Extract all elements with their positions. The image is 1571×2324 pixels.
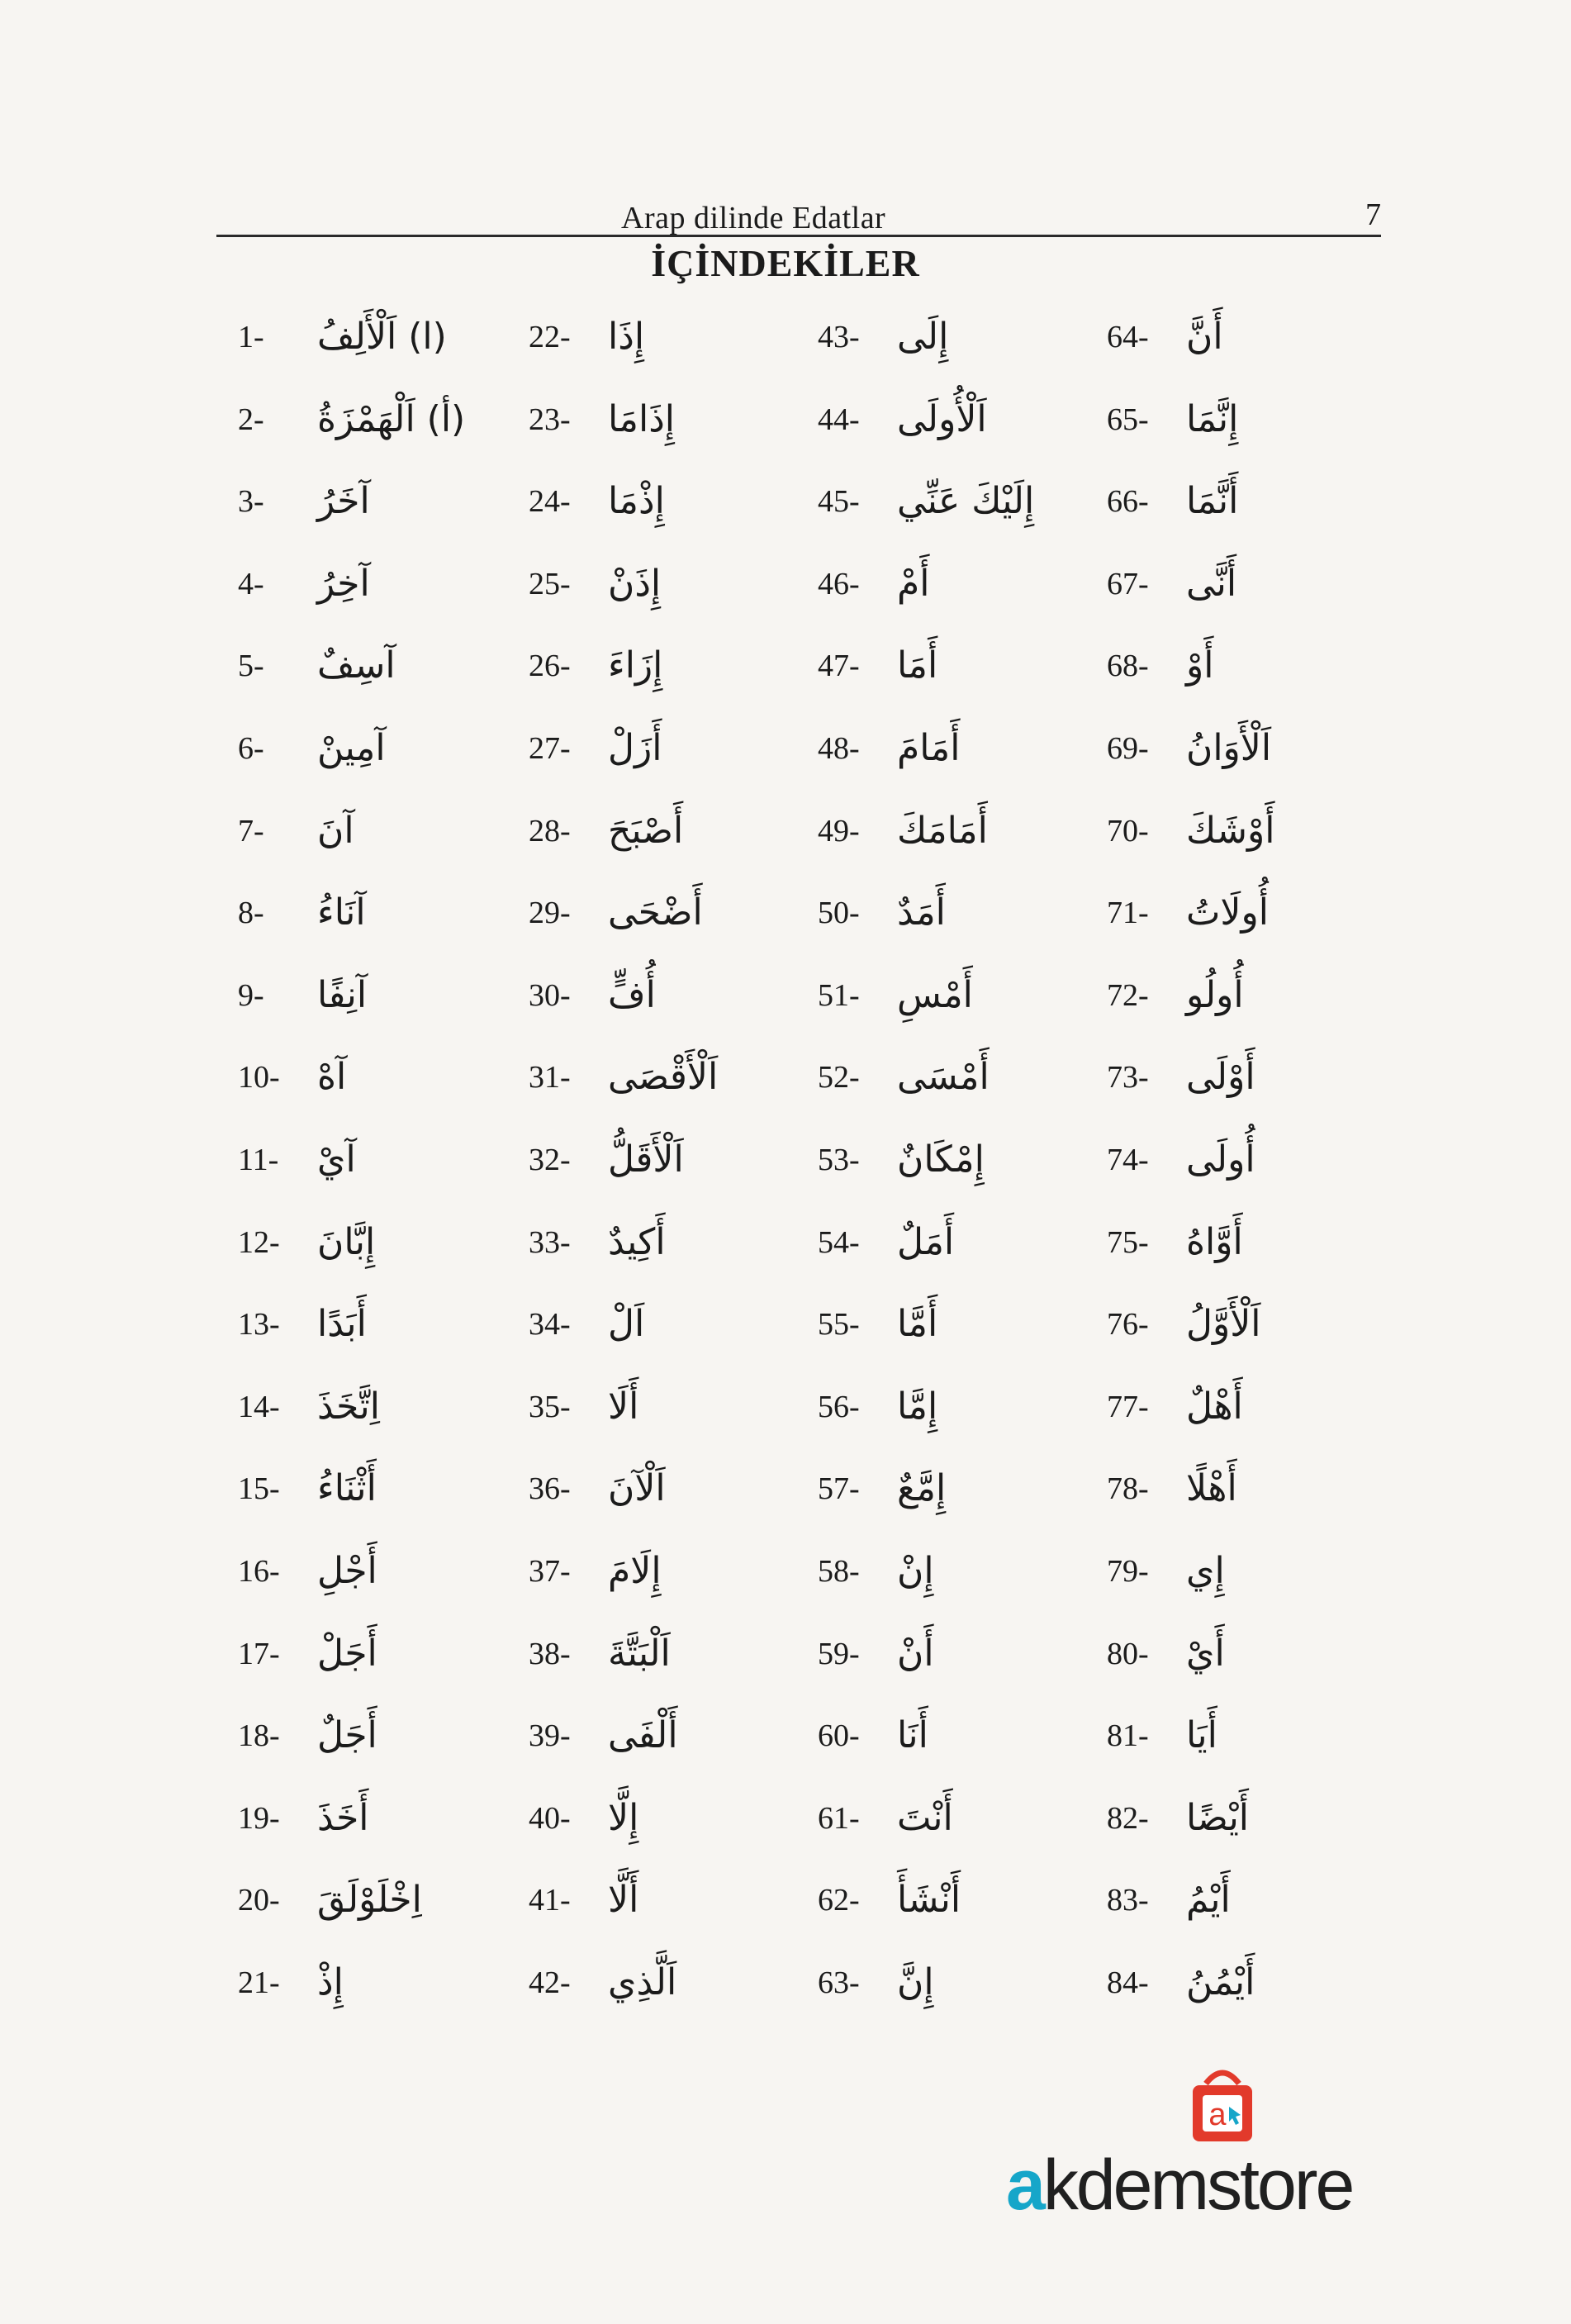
entry-arabic-term: اِتَّخَذَ	[317, 1385, 380, 1428]
entry-number: 81-	[1107, 1718, 1149, 1754]
toc-entry	[529, 888, 793, 971]
entry-number: 65-	[1107, 402, 1149, 437]
toc-entry	[1107, 1382, 1371, 1465]
brand-wordmark	[1006, 2145, 1436, 2227]
toc-entry	[1107, 1300, 1371, 1382]
entry-arabic-term: إِلَيْكَ عَنِّي	[897, 480, 1035, 523]
toc-column-2	[529, 312, 793, 2040]
entry-number: 57-	[818, 1471, 860, 1507]
entry-arabic-term: أَلَا	[608, 1385, 639, 1428]
entry-arabic-term: إِبَّانَ	[317, 1220, 376, 1263]
entry-arabic-term: أَنْشَأَ	[897, 1879, 961, 1922]
toc-entry	[1107, 1053, 1371, 1135]
toc-entry	[1107, 477, 1371, 559]
entry-arabic-term: إِمْكَانٌ	[897, 1138, 985, 1181]
entry-arabic-term: أَمَامَكَ	[897, 809, 988, 852]
toc-entry	[1107, 1875, 1371, 1958]
entry-arabic-term: أَجَلٌ	[317, 1714, 377, 1757]
entry-arabic-term: أَمَلٌ	[897, 1220, 955, 1263]
toc-entry	[818, 1794, 1082, 1876]
toc-entry	[529, 559, 793, 642]
entry-number: 23-	[529, 402, 571, 437]
entry-number: 4-	[238, 566, 264, 601]
toc-entry	[238, 724, 502, 806]
entry-arabic-term: أَنْتَ	[897, 1796, 953, 1839]
entry-number: 27-	[529, 730, 571, 766]
toc-entry	[529, 312, 793, 395]
entry-arabic-term: اَلْآنَ	[608, 1467, 666, 1510]
entry-arabic-term: إِلَّا	[608, 1796, 639, 1839]
entry-arabic-term: آخِرُ	[317, 562, 370, 605]
entry-number: 70-	[1107, 813, 1149, 848]
toc-entry	[238, 1794, 502, 1876]
entry-number: 54-	[818, 1224, 860, 1260]
toc-entry	[238, 1464, 502, 1547]
entry-number: 2-	[238, 402, 264, 437]
entry-number: 42-	[529, 1965, 571, 2000]
toc-entry	[818, 724, 1082, 806]
toc-entry	[1107, 888, 1371, 971]
entry-arabic-term: إِزَاءَ	[608, 644, 663, 687]
entry-arabic-term: أَهْلٌ	[1186, 1385, 1243, 1428]
toc-entry	[818, 971, 1082, 1053]
entry-number: 62-	[818, 1883, 860, 1918]
entry-arabic-term: أُولَاتُ	[1186, 891, 1269, 934]
toc-entry	[1107, 312, 1371, 395]
entry-arabic-term: اَلْ	[608, 1303, 645, 1346]
entry-arabic-term: آنَ	[317, 809, 354, 852]
entry-number: 55-	[818, 1307, 860, 1343]
brand-rest: kdemstore	[1042, 2146, 1353, 2225]
entry-arabic-term: أَهْلًا	[1186, 1467, 1237, 1510]
entry-arabic-term: إِلَى	[897, 316, 949, 358]
toc-entry	[818, 1629, 1082, 1712]
toc-entry	[529, 477, 793, 559]
toc-entry	[1107, 641, 1371, 724]
entry-number: 37-	[529, 1553, 571, 1589]
toc-entry	[529, 1547, 793, 1629]
entry-number: 11-	[238, 1142, 279, 1177]
toc-entry	[818, 1053, 1082, 1135]
entry-arabic-term: إِذْمَا	[608, 480, 665, 523]
entry-number: 75-	[1107, 1224, 1149, 1260]
entry-number: 15-	[238, 1471, 280, 1507]
toc-entry	[1107, 806, 1371, 889]
entry-number: 51-	[818, 977, 860, 1013]
entry-number: 38-	[529, 1636, 571, 1671]
entry-number: 49-	[818, 813, 860, 848]
entry-arabic-term: أَنَا	[897, 1714, 928, 1757]
toc-entry	[529, 971, 793, 1053]
entry-number: 28-	[529, 813, 571, 848]
table-of-contents	[238, 312, 1312, 2006]
entry-arabic-term: أَمَامَ	[897, 726, 961, 769]
toc-entry	[818, 559, 1082, 642]
entry-number: 31-	[529, 1060, 571, 1095]
entry-arabic-term: آهْ	[317, 1056, 347, 1099]
entry-arabic-term: اَلْبَتَّةَ	[608, 1632, 671, 1675]
entry-number: 32-	[529, 1142, 571, 1177]
entry-arabic-term: أَوْ	[1186, 644, 1214, 687]
entry-number: 63-	[818, 1965, 860, 2000]
entry-number: 25-	[529, 566, 571, 601]
entry-number: 39-	[529, 1718, 571, 1754]
entry-number: 67-	[1107, 566, 1149, 601]
entry-number: 56-	[818, 1389, 860, 1424]
entry-arabic-term: اَلْأُولَى	[897, 397, 987, 440]
toc-entry	[1107, 559, 1371, 642]
toc-entry	[529, 395, 793, 478]
toc-entry	[818, 1382, 1082, 1465]
entry-arabic-term: إِمَّا	[897, 1385, 938, 1428]
entry-number: 18-	[238, 1718, 280, 1754]
entry-number: 53-	[818, 1142, 860, 1177]
entry-number: 79-	[1107, 1553, 1149, 1589]
entry-number: 14-	[238, 1389, 280, 1424]
toc-entry	[818, 1875, 1082, 1958]
entry-arabic-term: أَوْلَى	[1186, 1056, 1255, 1099]
entry-arabic-term: أَيْضًا	[1186, 1796, 1250, 1839]
toc-entry	[238, 559, 502, 642]
entry-number: 22-	[529, 320, 571, 354]
entry-arabic-term: أَمَّا	[897, 1303, 938, 1346]
entry-number: 6-	[238, 730, 264, 766]
entry-arabic-term: أَيْ	[1186, 1632, 1225, 1675]
entry-arabic-term: (أ) اَلْهَمْزَةُ	[317, 397, 466, 440]
entry-number: 16-	[238, 1553, 280, 1589]
entry-number: 76-	[1107, 1307, 1149, 1343]
entry-number: 35-	[529, 1389, 571, 1424]
entry-number: 77-	[1107, 1389, 1149, 1424]
entry-arabic-term: أَلْفَى	[608, 1714, 678, 1757]
entry-number: 61-	[818, 1800, 860, 1836]
entry-arabic-term: آنِفًا	[317, 973, 368, 1016]
entry-number: 24-	[529, 484, 571, 520]
entry-number: 30-	[529, 977, 571, 1013]
entry-arabic-term: أَمْسَى	[897, 1056, 990, 1099]
entry-number: 83-	[1107, 1883, 1149, 1918]
toc-entry	[238, 1135, 502, 1218]
entry-arabic-term: إِذَامَا	[608, 397, 676, 440]
toc-entry	[238, 1300, 502, 1382]
toc-entry	[1107, 1464, 1371, 1547]
toc-entry	[818, 1711, 1082, 1794]
toc-entry	[818, 806, 1082, 889]
toc-entry	[818, 477, 1082, 559]
entry-number: 10-	[238, 1060, 280, 1095]
toc-entry	[818, 1300, 1082, 1382]
entry-arabic-term: إِذْ	[317, 1960, 344, 2003]
toc-entry	[1107, 724, 1371, 806]
toc-heading: İÇİNDEKİLER	[651, 242, 920, 284]
toc-entry	[818, 1464, 1082, 1547]
entry-number: 84-	[1107, 1965, 1149, 2000]
entry-arabic-term: أَكِيدٌ	[608, 1220, 666, 1263]
entry-number: 69-	[1107, 730, 1149, 766]
entry-arabic-term: اَلْأَوَّلُ	[1186, 1303, 1261, 1346]
entry-arabic-term: إِي	[1186, 1549, 1225, 1592]
entry-number: 44-	[818, 402, 860, 437]
entry-arabic-term: آمِينْ	[317, 726, 386, 769]
store-watermark-logo	[1006, 2065, 1436, 2225]
entry-arabic-term: إِنْ	[897, 1549, 934, 1592]
toc-entry	[238, 641, 502, 724]
brand-prefix: a	[1006, 2146, 1043, 2225]
toc-entry	[818, 641, 1082, 724]
entry-arabic-term: إِذَنْ	[608, 562, 662, 605]
entry-arabic-term: أَنْ	[897, 1632, 934, 1675]
toc-entry	[529, 641, 793, 724]
toc-entry	[238, 971, 502, 1053]
entry-arabic-term: أَضْحَى	[608, 891, 703, 934]
entry-number: 43-	[818, 320, 860, 354]
entry-number: 60-	[818, 1718, 860, 1754]
entry-number: 12-	[238, 1224, 280, 1260]
entry-number: 40-	[529, 1800, 571, 1836]
entry-number: 80-	[1107, 1636, 1149, 1671]
entry-number: 48-	[818, 730, 860, 766]
toc-column-4	[1107, 312, 1371, 2040]
toc-entry	[529, 1958, 793, 2041]
toc-entry	[529, 1875, 793, 1958]
toc-entry	[529, 1218, 793, 1300]
entry-number: 36-	[529, 1471, 571, 1507]
running-header	[216, 197, 1381, 237]
entry-arabic-term: أُولُو	[1186, 973, 1244, 1016]
entry-arabic-term: أَجْلِ	[317, 1549, 377, 1592]
toc-entry	[529, 806, 793, 889]
entry-number: 17-	[238, 1636, 280, 1671]
entry-arabic-term: أَبَدًا	[317, 1303, 367, 1346]
entry-number: 72-	[1107, 977, 1149, 1013]
entry-number: 82-	[1107, 1800, 1149, 1836]
running-title: Arap dilinde Edatlar	[621, 201, 886, 235]
toc-entry	[1107, 1629, 1371, 1712]
entry-arabic-term: أَيْمُ	[1186, 1879, 1231, 1922]
entry-number: 71-	[1107, 896, 1149, 931]
toc-entry	[1107, 1547, 1371, 1629]
page-number: 7	[1365, 197, 1381, 232]
toc-entry	[238, 888, 502, 971]
entry-arabic-term: إِلَامَ	[608, 1549, 662, 1592]
toc-entry	[1107, 1794, 1371, 1876]
entry-arabic-term: إِنَّمَا	[1186, 397, 1239, 440]
entry-number: 13-	[238, 1307, 280, 1343]
entry-arabic-term: اِخْلَوْلَقَ	[317, 1879, 422, 1922]
toc-column-3	[818, 312, 1082, 2040]
toc-entry	[529, 1711, 793, 1794]
toc-entry	[529, 1053, 793, 1135]
toc-entry	[238, 395, 502, 478]
entry-arabic-term: آنَاءُ	[317, 891, 366, 934]
entry-arabic-term: آيْ	[317, 1138, 356, 1181]
toc-entry	[818, 1218, 1082, 1300]
entry-arabic-term: أَزَلْ	[608, 726, 662, 769]
entry-arabic-term: أَمْسِ	[897, 973, 973, 1016]
entry-arabic-term: أَجَلْ	[317, 1632, 377, 1675]
entry-number: 52-	[818, 1060, 860, 1095]
toc-entry	[238, 1629, 502, 1712]
entry-arabic-term: اَلْأَقْصَى	[608, 1056, 719, 1099]
entry-number: 74-	[1107, 1142, 1149, 1177]
entry-number: 29-	[529, 896, 571, 931]
toc-entry	[238, 312, 502, 395]
toc-entry	[529, 724, 793, 806]
entry-number: 21-	[238, 1965, 280, 2000]
entry-number: 8-	[238, 896, 264, 931]
entry-number: 26-	[529, 649, 571, 684]
toc-entry	[238, 1382, 502, 1465]
entry-arabic-term: أَيْمُنُ	[1186, 1960, 1255, 2003]
toc-entry	[1107, 395, 1371, 478]
entry-arabic-term: اَلَّذِي	[608, 1960, 677, 2003]
entry-number: 66-	[1107, 484, 1149, 520]
toc-entry	[529, 1300, 793, 1382]
toc-entry	[818, 888, 1082, 971]
entry-number: 19-	[238, 1800, 280, 1836]
entry-arabic-term: أَمَدٌ	[897, 891, 946, 934]
toc-entry	[238, 1958, 502, 2041]
entry-arabic-term: أُفٍّ	[608, 973, 656, 1016]
entry-arabic-term: اَلْأَوَانُ	[1186, 726, 1272, 769]
entry-arabic-term: إِمَّعٌ	[897, 1467, 947, 1510]
entry-number: 50-	[818, 896, 860, 931]
entry-arabic-term: آخَرُ	[317, 480, 370, 523]
entry-arabic-term: أَيَا	[1186, 1714, 1217, 1757]
entry-arabic-term: (ا) اَلْأَلِفُ	[317, 316, 447, 358]
toc-entry	[529, 1135, 793, 1218]
toc-entry	[818, 312, 1082, 395]
toc-entry	[1107, 971, 1371, 1053]
toc-entry	[818, 395, 1082, 478]
toc-entry	[818, 1135, 1082, 1218]
toc-entry	[238, 1218, 502, 1300]
entry-arabic-term: آسِفٌ	[317, 644, 396, 687]
entry-arabic-term: أَمَا	[897, 644, 938, 687]
toc-entry	[818, 1958, 1082, 2041]
toc-column-1	[238, 312, 502, 2040]
entry-number: 46-	[818, 566, 860, 601]
entry-number: 33-	[529, 1224, 571, 1260]
entry-number: 68-	[1107, 649, 1149, 684]
entry-number: 45-	[818, 484, 860, 520]
entry-number: 20-	[238, 1883, 280, 1918]
entry-arabic-term: أَنَّى	[1186, 562, 1237, 605]
entry-number: 9-	[238, 977, 264, 1013]
entry-arabic-term: أَنَّ	[1186, 316, 1223, 358]
bag-letter: a	[1208, 2098, 1227, 2132]
toc-entry	[1107, 1958, 1371, 2041]
entry-arabic-term: أَخَذَ	[317, 1796, 369, 1839]
entry-arabic-term: أَوْشَكَ	[1186, 809, 1275, 852]
entry-arabic-term: أَثْنَاءُ	[317, 1467, 377, 1510]
entry-number: 41-	[529, 1883, 571, 1918]
entry-arabic-term: أَمْ	[897, 562, 930, 605]
toc-entry	[238, 1053, 502, 1135]
entry-number: 34-	[529, 1307, 571, 1343]
toc-entry	[238, 477, 502, 559]
entry-arabic-term: اَلْأَقَلُّ	[608, 1138, 684, 1181]
entry-number: 59-	[818, 1636, 860, 1671]
entry-arabic-term: أَصْبَحَ	[608, 809, 684, 852]
entry-arabic-term: أَنَّمَا	[1186, 480, 1239, 523]
entry-number: 78-	[1107, 1471, 1149, 1507]
entry-number: 7-	[238, 813, 264, 848]
shopping-bag-icon	[1181, 2065, 1264, 2148]
entry-number: 47-	[818, 649, 860, 684]
toc-entry	[529, 1629, 793, 1712]
entry-number: 3-	[238, 484, 264, 520]
entry-arabic-term: إِنَّ	[897, 1960, 934, 2003]
entry-arabic-term: أَوَّاهُ	[1186, 1220, 1243, 1263]
toc-entry	[529, 1464, 793, 1547]
toc-entry	[238, 1875, 502, 1958]
entry-number: 1-	[238, 320, 264, 354]
toc-entry	[1107, 1135, 1371, 1218]
entry-number: 5-	[238, 649, 264, 684]
entry-arabic-term: أَلَّا	[608, 1879, 639, 1922]
toc-entry	[238, 1547, 502, 1629]
entry-arabic-term: أُولَى	[1186, 1138, 1255, 1181]
entry-number: 64-	[1107, 320, 1149, 354]
toc-entry	[238, 1711, 502, 1794]
entry-arabic-term: إِذَا	[608, 316, 645, 358]
entry-number: 58-	[818, 1553, 860, 1589]
toc-entry	[238, 806, 502, 889]
toc-entry	[1107, 1218, 1371, 1300]
toc-entry	[529, 1794, 793, 1876]
toc-entry	[1107, 1711, 1371, 1794]
entry-number: 73-	[1107, 1060, 1149, 1095]
toc-entry	[529, 1382, 793, 1465]
toc-entry	[818, 1547, 1082, 1629]
